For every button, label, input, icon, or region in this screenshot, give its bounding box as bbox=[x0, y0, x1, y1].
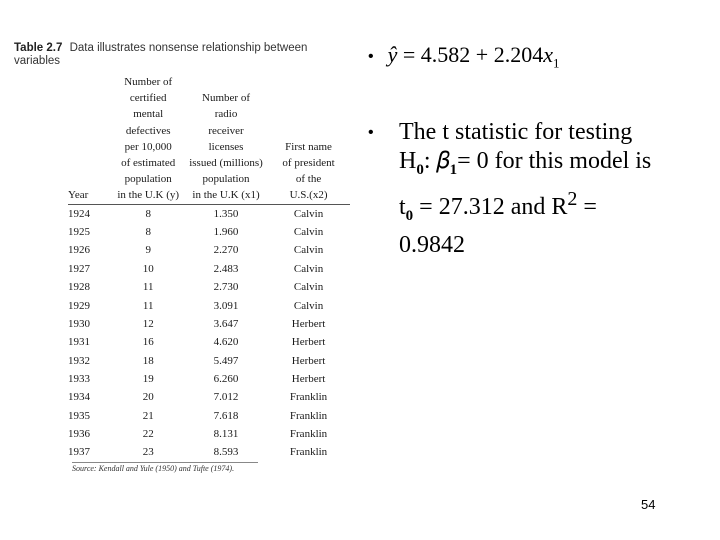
table-source-note: Source: Kendall and Yule (1950) and Tufte (1974). bbox=[72, 462, 258, 473]
table-row: 1927 10 2.483 Calvin bbox=[68, 262, 324, 275]
header-radio-licenses: Number of radio receiver licenses issued (millions) population in the U.K (x1) bbox=[185, 74, 267, 204]
table-row: 1933 19 6.260 Herbert bbox=[68, 372, 326, 385]
table-caption bbox=[10, 42, 334, 68]
table-row: 1930 12 3.647 Herbert bbox=[68, 317, 326, 330]
data-table-figure bbox=[10, 42, 350, 459]
table-row: 1929 11 3.091 Calvin bbox=[68, 299, 324, 312]
table-row: 1932 18 5.497 Herbert bbox=[68, 354, 326, 367]
table-row: 1935 21 7.618 Franklin bbox=[68, 409, 328, 422]
bullet-icon: • bbox=[368, 124, 374, 141]
table-title: Data illustrates nonsense relationship between variables bbox=[14, 42, 308, 67]
table-row: 1924 8 1.350 Calvin bbox=[68, 207, 324, 220]
table-number: Table 2.7 bbox=[14, 42, 63, 54]
page-number: 54 bbox=[641, 497, 656, 512]
regression-equation: ŷ = $4.582 + 2.204x_1$ bbox=[387, 42, 560, 71]
table-header-row bbox=[68, 74, 350, 204]
regression-equation-bullet bbox=[368, 42, 559, 71]
table-row: 1925 8 1.960 Calvin bbox=[68, 226, 324, 239]
table-row: 1931 16 4.620 Herbert bbox=[68, 336, 326, 349]
header-year: Year bbox=[68, 74, 111, 204]
beta-symbol: 𝛽 bbox=[436, 148, 450, 174]
data-table bbox=[68, 74, 350, 461]
header-defectives: Number of certified mental defectives per 10,000 of estimated population in the U.K (y) bbox=[111, 74, 185, 204]
table-row: 1934 20 7.012 Franklin bbox=[68, 391, 328, 404]
header-president: First name of president of the U.S.(x2) bbox=[267, 74, 350, 204]
bullet-icon: • bbox=[368, 47, 374, 65]
table-row: 1936 22 8.131 Franklin bbox=[68, 427, 328, 440]
table-row: 1928 11 2.730 Calvin bbox=[68, 281, 324, 294]
t-statistic-bullet bbox=[368, 118, 658, 260]
table-row: 1937 23 8.593 Franklin bbox=[68, 446, 328, 459]
t-statistic-text: The t statistic for testing $H_0$: 𝛽$_1$= 0 for this model is $t_0 = 27.312$ and $R^2 = 0.9842$ bbox=[399, 119, 652, 258]
table-row: 1926 9 2.270 Calvin bbox=[68, 244, 324, 257]
